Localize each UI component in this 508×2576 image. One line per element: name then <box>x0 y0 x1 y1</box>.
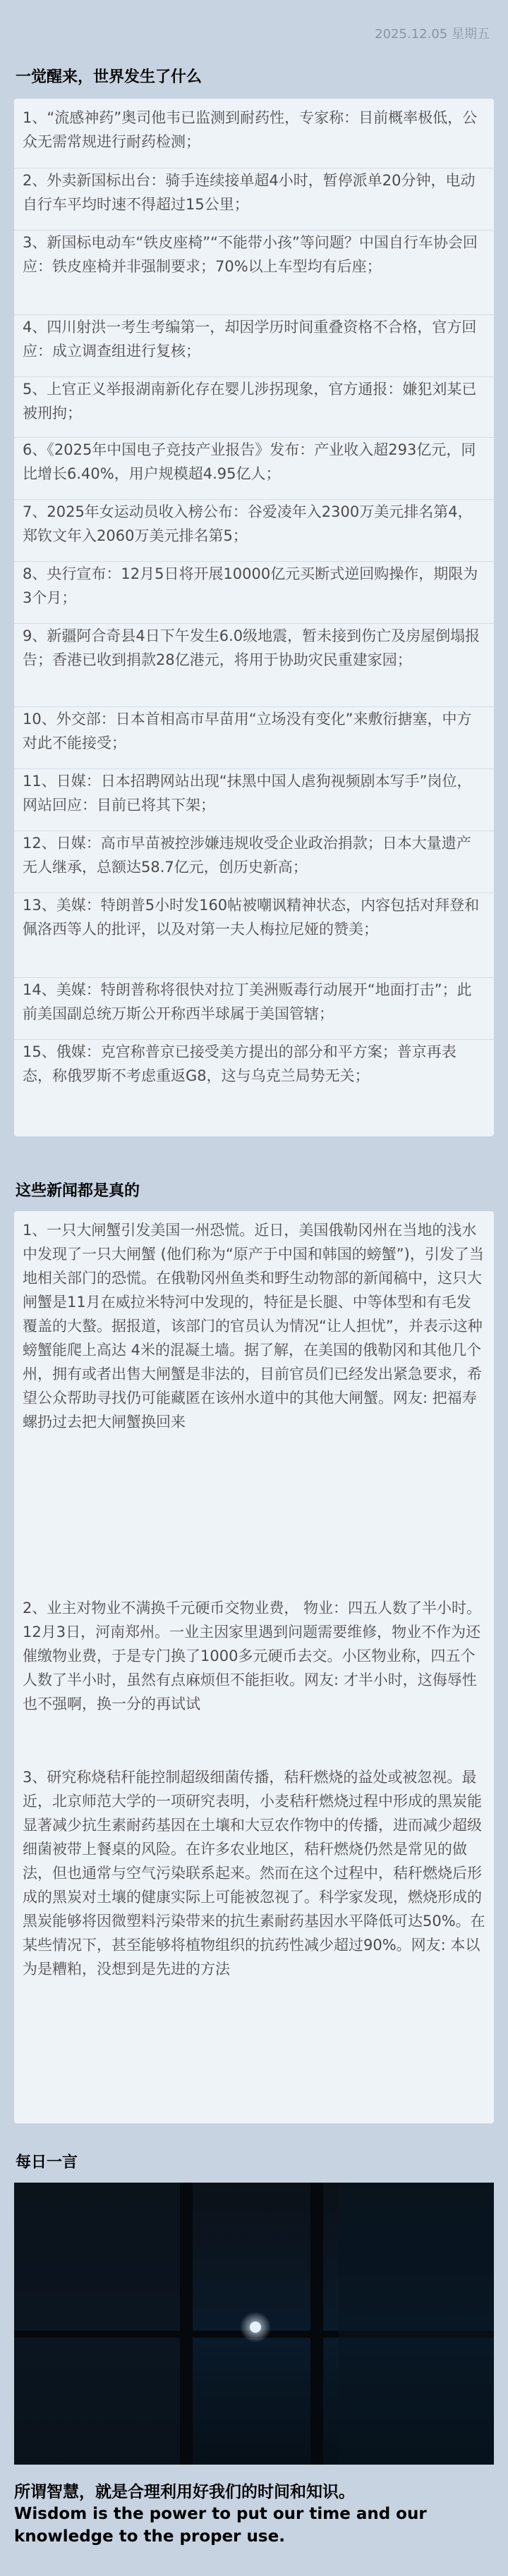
news-item: 7、2025年女运动员收入榜公布：谷爱凌年入2300万美元排名第4，郑钦文年入2060万美元排名第5； <box>14 499 494 548</box>
news-item: 11、日媒：日本招聘网站出现“抹黑中国人虐狗视频剧本写手”岗位，网站回应：目前已将其下架； <box>14 768 494 817</box>
quote-chinese: 所谓智慧，就是合理利用好我们的时间和知识。 <box>14 2483 355 2501</box>
news-item: 8、央行宣布：12月5日将开展10000亿元买断式逆回购操作，期限为3个月； <box>14 561 494 610</box>
news-item: 10、外交部：日本首相高市早苗用“立场没有变化”来敷衍搪塞，中方对此不能接受； <box>14 706 494 755</box>
news-item: 6、《2025年中国电子竞技产业报告》发布：产业收入超293亿元，同比增长6.40%，用户规模超4.95亿人； <box>14 437 494 486</box>
date-label: 2025.12.05 星期五 <box>375 27 490 42</box>
news-item: 9、新疆阿合奇县4日下午发生6.0级地震，暂未接到伤亡及房屋倒塌报告；香港已收到捐款28亿港元，将用于协助灾民重建家园； <box>14 623 494 672</box>
true-news-item: 3、研究称烧秸秆能控制超级细菌传播，秸秆燃烧的益处或被忽视。最近，北京师范大学的一项研究表明，小麦秸秆燃烧过程中形成的黑炭能显著减少抗生素耐药基因在土壤和大豆农作物中的传播，进而减少超级细菌被带上餐桌的风险。在许多农业地区，秸秆燃烧仍然是常见的做法，但也通常与空气污染联系起来。然而在这个过程中，秸秆燃烧后形成的黑炭对土壤的健康实际上可能被忽视了。科学家发现，燃烧形成的黑炭能够将因微塑料污染带来的抗生素耐药基因水平降低可达50%。在某些情况下，甚至能够将植物组织的抗药性减少超过90%。网友: 本以为是糟粕，没想到是先进的方法 <box>23 1769 485 1977</box>
true-news-list <box>14 1211 494 2123</box>
news-item: 14、美媒：特朗普称将很快对拉丁美洲贩毒行动展开“地面打击”；此前美国副总统万斯公开称西半球属于美国管辖； <box>14 977 494 1026</box>
true-news-item: 2、业主对物业不满换千元硬币交物业费， 物业：四五人数了半小时。12月3日，河南郑州。一业主因家里遇到问题需要维修，物业不作为还催缴物业费，于是专门换了1000多元硬币去交。小区物业称，四五个人数了半小时，虽然有点麻烦但不能拒收。网友: 才半小时，这侮辱性也不强啊，换一分的再试试 <box>23 1600 482 1712</box>
news-item: 4、四川射洪一考生考编第一，却因学历时间重叠资格不合格，官方回应：成立调查组进行复核； <box>14 314 494 363</box>
news-item: 13、美媒：特朗普5小时发160帖被嘲讽精神状态，内容包括对拜登和佩洛西等人的批评，以及对第一夫人梅拉尼娅的赞美； <box>14 893 494 941</box>
section-title-truth: 这些新闻都是真的 <box>16 1182 140 1200</box>
night-window-image <box>14 2183 494 2465</box>
quote-image <box>14 2183 494 2465</box>
news-item: 3、新国标电动车“铁皮座椅”“不能带小孩”等问题？中国自行车协会回应：铁皮座椅并非强制要求；70%以上车型均有后座； <box>14 230 494 278</box>
news-item: 5、上官正义举报湖南新化存在婴儿涉拐现象，官方通报：嫌犯刘某已被刑拘； <box>14 376 494 425</box>
news-item: 15、俄媒：克宫称普京已接受美方提出的部分和平方案；普京再表态，称俄罗斯不考虑重返G8，这与乌克兰局势无关； <box>14 1039 494 1088</box>
world-news-list <box>14 99 494 1136</box>
news-item: 2、外卖新国标出台：骑手连续接单超4小时，暂停派单20分钟，电动自行车平均时速不得超过15公里； <box>14 168 494 216</box>
true-news-item: 1、一只大闸蟹引发美国一州恐慌。近日，美国俄勒冈州在当地的浅水中发现了一只大闸蟹 (他们称为“原产于中国和韩国的螃蟹”)，引发了当地相关部门的恐慌。在俄勒冈州鱼类和野生动物部的新闻稿中，这只大闸蟹是11月在威拉米特河中发现的，特征是长腿、中等体型和有毛发覆盖的大螯。据报道，该部门的官员认为情况“让人担忧”，并表示这种螃蟹能爬上高达 4米的混凝土墙。据了解，在美国的俄勒冈和其他几个州，拥有或者出售大闸蟹是非法的，目前官员们已经发出紧急要求，希望公众帮助寻找仍可能藏匿在该州水道中的其他大闸蟹。网友: 把福寿螺扔过去把大闸蟹换回来 <box>23 1222 484 1430</box>
section-title-world: 一觉醒来，世界发生了什么 <box>16 68 202 86</box>
news-item: 12、日媒：高市早苗被控涉嫌违规收受企业政治捐款；日本大量遗产无人继承，总额达58.7亿元，创历史新高； <box>14 830 494 879</box>
news-item: 1、“流感神药”奥司他韦已监测到耐药性，专家称：目前概率极低，公众无需常规进行耐药检测； <box>23 109 478 150</box>
quote-english: Wisdom is the power to put our time and our knowledge to the proper use. <box>14 2505 427 2546</box>
section-title-daily: 每日一言 <box>16 2154 78 2171</box>
